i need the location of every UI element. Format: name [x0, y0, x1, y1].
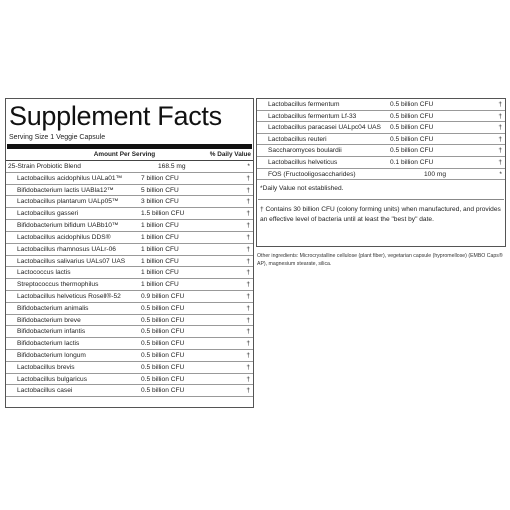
strain-dv: † [246, 281, 250, 289]
strain-row [6, 374, 253, 386]
right-strain-list [257, 99, 505, 169]
strain-row [257, 134, 505, 146]
strain-dv: † [246, 304, 250, 312]
strain-name: Bifidobacterium infantis [17, 328, 86, 336]
strain-dv: † [498, 112, 502, 120]
label-title: Supplement Facts [9, 101, 222, 131]
strain-name: Lactobacillus helveticus [268, 158, 338, 166]
strain-name: Lactobacillus gasseri [17, 210, 79, 218]
column-header [6, 149, 253, 161]
strain-name: Lactobacillus reuteri [268, 135, 327, 143]
strain-name: Lactobacillus fermentum [268, 101, 340, 108]
strain-name: Lactobacillus fermentum Lf-33 [268, 112, 357, 120]
strain-amount: 0.5 billion CFU [390, 101, 434, 108]
strain-dv: † [498, 101, 502, 108]
strain-dv: † [246, 292, 250, 300]
strain-amount: 1 billion CFU [141, 222, 179, 230]
strain-dv: † [498, 158, 502, 166]
strain-dv: † [246, 363, 250, 371]
other-ingredients: Other ingredients: Microcrystalline cellulose (plant fiber), vegetarian capsule (hypromellose) (EMBO Caps® AP), magnesium stearate, silica. [257, 253, 503, 267]
blend-name: 25-Strain Probiotic Blend [8, 163, 81, 170]
strain-row [6, 173, 253, 185]
strain-dv: † [246, 257, 250, 265]
strain-name: Bifidobacterium lactis UABla12™ [17, 186, 114, 194]
fos-row [257, 169, 505, 181]
strain-name: Saccharomyces boulardii [268, 147, 342, 155]
strain-dv: † [246, 340, 250, 348]
strain-amount: 0.9 billion CFU [141, 292, 185, 300]
strain-dv: † [246, 269, 250, 277]
strain-name: Streptococcus thermophilus [17, 281, 99, 289]
strain-row [6, 338, 253, 350]
blend-dv: * [247, 163, 250, 170]
strain-amount: 0.5 billion CFU [141, 304, 185, 312]
strain-name: Bifidobacterium breve [17, 316, 81, 324]
strain-name: Bifidobacterium longum [17, 352, 86, 359]
daily-value-note: *Daily Value not established. [260, 185, 344, 193]
blend-row [6, 161, 253, 173]
header-daily-value: % Daily Value [209, 151, 251, 158]
strain-dv: † [498, 124, 502, 132]
strain-dv: † [246, 328, 250, 336]
strain-row [6, 267, 253, 279]
strain-amount: 0.5 billion CFU [141, 340, 185, 348]
strain-row [6, 256, 253, 268]
strain-row [257, 99, 505, 111]
strain-amount: 0.5 billion CFU [390, 135, 434, 143]
strain-dv: † [246, 316, 250, 324]
strain-row [6, 220, 253, 232]
strain-name: Lactobacillus brevis [17, 363, 75, 371]
strain-row [257, 145, 505, 157]
strain-amount: 0.5 billion CFU [141, 375, 185, 383]
strain-amount: 1 billion CFU [141, 245, 179, 253]
strain-row [6, 362, 253, 374]
strain-name: Lactobacillus acidophilus DDS® [17, 233, 111, 241]
strain-dv: † [246, 387, 250, 395]
strain-name: Lactobacillus casei [17, 387, 73, 395]
fos-dv: * [499, 170, 502, 178]
strain-row [257, 157, 505, 169]
strain-amount: 1 billion CFU [141, 269, 179, 277]
strain-name: Bifidobacterium animalis [17, 304, 89, 312]
strain-amount: 0.1 billion CFU [390, 158, 434, 166]
strain-row [6, 385, 253, 397]
strain-row [6, 196, 253, 208]
strain-amount: 0.5 billion CFU [390, 112, 434, 120]
strain-name: Bifidobacterium lactis [17, 340, 80, 348]
fos-name: FOS (Fructooligosaccharides) [268, 170, 356, 178]
strain-dv: † [246, 245, 250, 253]
note-divider [258, 199, 504, 200]
fos-amount: 100 mg [424, 170, 446, 178]
cfu-note: † Contains 30 billion CFU (colony forming units) when manufactured, and provides an effective level of bacteria until at least the "best by" date. [260, 206, 501, 224]
strain-name: Lactococcus lactis [17, 269, 71, 277]
strain-name: Lactobacillus rhamnosus UALr-06 [17, 245, 116, 253]
strain-dv: † [498, 135, 502, 143]
strain-amount: 1 billion CFU [141, 281, 179, 289]
strain-amount: 0.5 billion CFU [141, 363, 185, 371]
strain-dv: † [246, 174, 250, 182]
strain-row [6, 244, 253, 256]
strain-row [257, 122, 505, 134]
strain-name: Lactobacillus plantarum UALp05™ [17, 198, 119, 206]
strain-amount: 1 billion CFU [141, 257, 179, 265]
strain-amount: 5 billion CFU [141, 186, 179, 194]
strain-row [6, 208, 253, 220]
strain-row [6, 326, 253, 338]
strain-dv: † [246, 352, 250, 359]
strain-row [6, 291, 253, 303]
strain-name: Bifidobacterium bifidum UABb10™ [17, 222, 119, 230]
strain-amount: 0.5 billion CFU [141, 316, 185, 324]
strain-name: Lactobacillus bulgaricus [17, 375, 88, 383]
strain-name: Lactobacillus acidophilus UALa01™ [17, 174, 123, 182]
strain-row [6, 303, 253, 315]
strain-dv: † [246, 222, 250, 230]
supplement-facts-panel-left [5, 98, 254, 408]
strain-amount: 0.5 billion CFU [390, 124, 434, 132]
strain-dv: † [246, 233, 250, 241]
strain-amount: 3 billion CFU [141, 198, 179, 206]
strain-name: Lactobacillus salivarius UALs07 UAS [17, 257, 126, 265]
strain-row [6, 350, 253, 362]
left-strain-list [6, 173, 253, 397]
serving-size: Serving Size 1 Veggie Capsule [9, 134, 106, 141]
strain-amount: 1.5 billion CFU [141, 210, 185, 218]
strain-row [257, 111, 505, 123]
strain-row [6, 185, 253, 197]
strain-amount: 7 billion CFU [141, 174, 179, 182]
strain-dv: † [246, 186, 250, 194]
strain-row [6, 232, 253, 244]
strain-dv: † [498, 147, 502, 155]
strain-name: Lactobacillus helveticus Rosell®-52 [17, 292, 121, 300]
strain-dv: † [246, 210, 250, 218]
strain-amount: 0.5 billion CFU [141, 352, 185, 359]
strain-amount: 0.5 billion CFU [141, 387, 185, 395]
strain-row [6, 315, 253, 327]
blend-amount: 168.5 mg [158, 163, 186, 170]
strain-dv: † [246, 198, 250, 206]
supplement-facts-panel-right [256, 98, 506, 247]
strain-amount: 1 billion CFU [141, 233, 179, 241]
strain-amount: 0.5 billion CFU [141, 328, 185, 336]
strain-row [6, 279, 253, 291]
strain-name: Lactobacillus paracasei UALpc04 UAS [268, 124, 381, 132]
header-amount: Amount Per Serving [93, 151, 156, 158]
strain-amount: 0.5 billion CFU [390, 147, 434, 155]
strain-dv: † [246, 375, 250, 383]
